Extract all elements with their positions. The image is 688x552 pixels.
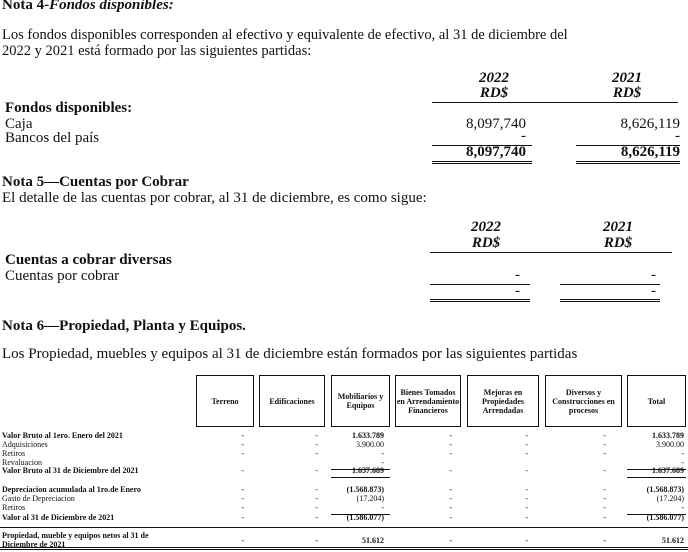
note5-row-2021: - bbox=[651, 267, 656, 283]
note6-row-label: Adquisiciones bbox=[2, 440, 48, 449]
note5-row-2022: - bbox=[515, 267, 520, 283]
note5-double-rule-a-2022 bbox=[430, 299, 530, 300]
note6-cell: - bbox=[525, 494, 528, 503]
note6-cell: - bbox=[315, 485, 318, 494]
note6-cell: - bbox=[241, 503, 244, 512]
note6-cell: 3.900.00 bbox=[356, 440, 384, 449]
note6-cell: - bbox=[381, 458, 384, 467]
note6-cell: - bbox=[241, 440, 244, 449]
note6-net-label-line2: Diciembre de 2021 bbox=[2, 540, 66, 549]
note5-total-2022: - bbox=[515, 283, 520, 299]
note6-cell: - bbox=[681, 458, 684, 467]
note5-paragraph: El detalle de las cuentas por cobrar, al 31 de diciembre, es como sigue: bbox=[2, 190, 427, 206]
note6-net-cell: - bbox=[525, 536, 528, 545]
note6-cell: - bbox=[449, 485, 452, 494]
note5-currency-2021: RD$ bbox=[603, 235, 633, 251]
note6-header-mejoras: Mejoras en Propiedades Arrendadas bbox=[467, 375, 539, 427]
note6-cell: - bbox=[525, 503, 528, 512]
note4-double-rule-a-2022 bbox=[432, 161, 532, 162]
note6-cell: - bbox=[315, 494, 318, 503]
note6-cell: - bbox=[525, 431, 528, 440]
note6-cell: 1.637.689 bbox=[352, 466, 384, 475]
note6-cell: - bbox=[603, 485, 606, 494]
note6-cell: 1.637.689 bbox=[652, 466, 684, 475]
note6-subtotal-rule-total bbox=[627, 469, 686, 470]
note6-cell: - bbox=[449, 466, 452, 475]
note6-cell: - bbox=[525, 513, 528, 522]
note6-net-cell: 51.612 bbox=[362, 536, 384, 545]
note6-cell: - bbox=[603, 449, 606, 458]
note6-cell: - bbox=[241, 485, 244, 494]
note6-subtotal-rule-mob bbox=[331, 469, 390, 470]
note6-cell: - bbox=[449, 431, 452, 440]
note6-net-cell: - bbox=[449, 536, 452, 545]
note6-cell: - bbox=[449, 440, 452, 449]
note4-row-caja-label: Caja bbox=[5, 116, 33, 132]
note5-year-2022: 2022 bbox=[471, 219, 501, 235]
note5-header-rule bbox=[430, 252, 672, 253]
note6-header-total: Total bbox=[627, 375, 686, 427]
note4-double-rule-a-2021 bbox=[576, 161, 680, 162]
note6-row-label: Valor al 31 de Diciembre de 2021 bbox=[2, 513, 115, 522]
note4-header-rule bbox=[432, 102, 678, 103]
note6-dep-rule-mob bbox=[331, 514, 390, 515]
note6-cell: - bbox=[603, 466, 606, 475]
note4-double-rule-b-2022 bbox=[432, 163, 532, 164]
note6-row-label: Valor Bruto al 31 de Diciembre del 2021 bbox=[2, 466, 139, 475]
note4-row-caja-2022: 8,097,740 bbox=[466, 116, 526, 132]
note6-cell: - bbox=[381, 503, 384, 512]
note6-cell: - bbox=[681, 503, 684, 512]
note6-row-label: Revaluacion bbox=[2, 458, 42, 467]
note6-bruto-rule-mob bbox=[331, 477, 390, 478]
note6-cell: - bbox=[449, 513, 452, 522]
note5-double-rule-b-2021 bbox=[560, 301, 660, 302]
note6-cell: 1.633.789 bbox=[352, 431, 384, 440]
note4-title bbox=[2, 0, 174, 14]
note4-total-2021: 8,626,119 bbox=[620, 144, 680, 160]
note6-cell: - bbox=[241, 466, 244, 475]
note6-cell: - bbox=[603, 431, 606, 440]
note6-net-label-line1: Propiedad, mueble y equipos netos al 31 de bbox=[2, 531, 149, 540]
note6-cell: (17.204) bbox=[656, 494, 684, 503]
note6-cell: - bbox=[603, 503, 606, 512]
note6-cell: - bbox=[449, 449, 452, 458]
note6-row-label: Depreciacion acumulada al 1ro.de Enero bbox=[2, 485, 141, 494]
note6-cell: - bbox=[315, 440, 318, 449]
note6-title: Nota 6—Propiedad, Planta y Equipos. bbox=[2, 318, 246, 334]
note6-header-terreno: Terreno bbox=[196, 375, 254, 427]
note6-net-bottom-rule-b bbox=[0, 549, 688, 550]
note6-cell: - bbox=[381, 449, 384, 458]
note4-currency-2022: RD$ bbox=[479, 85, 509, 101]
note6-header-edificaciones: Edificaciones bbox=[259, 375, 325, 427]
note6-cell: - bbox=[449, 503, 452, 512]
note5-double-rule-a-2021 bbox=[560, 299, 660, 300]
note4-year-2021: 2021 bbox=[612, 70, 642, 86]
note6-bruto-rule-total bbox=[627, 477, 686, 478]
note6-cell: - bbox=[315, 449, 318, 458]
note5-double-rule-b-2022 bbox=[430, 301, 530, 302]
note6-cell: - bbox=[241, 449, 244, 458]
note6-cell: - bbox=[315, 503, 318, 512]
note4-double-rule-b-2021 bbox=[576, 163, 680, 164]
note6-cell: - bbox=[315, 431, 318, 440]
note6-cell: (1.586.077) bbox=[346, 513, 384, 522]
note6-row-label: Retiros bbox=[2, 449, 26, 458]
note6-cell: (1.568.873) bbox=[346, 485, 384, 494]
note6-cell: 1.633.789 bbox=[652, 431, 684, 440]
note6-header-diversos: Diversos y Construcciones en procesos bbox=[545, 375, 622, 427]
note6-cell: - bbox=[315, 513, 318, 522]
note6-row-label: Gasto de Depreciacion bbox=[2, 494, 75, 503]
note6-cell: - bbox=[525, 440, 528, 449]
note6-cell: - bbox=[603, 513, 606, 522]
note6-cell: - bbox=[603, 440, 606, 449]
note6-cell: - bbox=[525, 449, 528, 458]
note5-title: Nota 5—Cuentas por Cobrar bbox=[2, 174, 189, 190]
note4-total-2022: 8,097,740 bbox=[466, 144, 526, 160]
note6-cell: - bbox=[681, 449, 684, 458]
note4-year-2022: 2022 bbox=[479, 70, 509, 86]
note4-row-bancos-2021: - bbox=[675, 128, 680, 144]
note6-cell: - bbox=[241, 431, 244, 440]
note6-row-label: Valor Bruto al 1ero. Enero del 2021 bbox=[2, 431, 123, 440]
note5-section-label: Cuentas a cobrar diversas bbox=[5, 252, 172, 268]
note6-paragraph: Los Propiedad, muebles y equipos al 31 de diciembre están formados por las siguientes partidas bbox=[2, 346, 578, 362]
note6-cell: 3.900.00 bbox=[656, 440, 684, 449]
note5-total-2021: - bbox=[651, 283, 656, 299]
note5-currency-2022: RD$ bbox=[471, 235, 501, 251]
note4-currency-2021: RD$ bbox=[612, 85, 642, 101]
note6-row-label: Retiros bbox=[2, 503, 26, 512]
note6-header-arrendamiento: Bienes Tomados en Arrendamiento Financieros bbox=[395, 375, 461, 427]
note4-row-caja-2021: 8,626,119 bbox=[620, 116, 680, 132]
note6-net-top-rule bbox=[0, 527, 688, 528]
note6-cell: (17.204) bbox=[356, 494, 384, 503]
note6-net-cell: - bbox=[603, 536, 606, 545]
note4-row-bancos-label: Bancos del país bbox=[5, 130, 100, 146]
note6-cell: (1.568.873) bbox=[646, 485, 684, 494]
note5-year-2021: 2021 bbox=[603, 219, 633, 235]
note6-cell: - bbox=[525, 466, 528, 475]
note4-paragraph-line1: Los fondos disponibles corresponden al efectivo y equivalente de efectivo, al 31 de diciembre del bbox=[2, 27, 568, 43]
note6-cell: - bbox=[241, 513, 244, 522]
note4-title-prefix: Nota 4- bbox=[2, 0, 50, 13]
note6-net-bottom-rule-a bbox=[0, 547, 688, 548]
note6-cell: - bbox=[603, 494, 606, 503]
note6-net-cell: 51.612 bbox=[662, 536, 684, 545]
note5-row-label: Cuentas por cobrar bbox=[5, 268, 120, 284]
note4-paragraph-line2: 2022 y 2021 está formado por las siguientes partidas: bbox=[2, 43, 312, 59]
note6-net-cell: - bbox=[241, 536, 244, 545]
note6-dep-rule-total bbox=[627, 514, 686, 515]
note6-cell: - bbox=[525, 485, 528, 494]
note4-section-label: Fondos disponibles: bbox=[5, 100, 133, 116]
note6-cell: (1.586.077) bbox=[646, 513, 684, 522]
note6-cell: - bbox=[315, 466, 318, 475]
note4-row-bancos-2022: - bbox=[521, 128, 526, 144]
note6-header-mobiliarios: Mobiliarios y Equipos bbox=[331, 375, 390, 427]
note6-cell: - bbox=[241, 494, 244, 503]
note4-title-italic: Fondos disponibles: bbox=[49, 0, 174, 13]
note6-cell: - bbox=[449, 494, 452, 503]
note6-net-cell: - bbox=[315, 536, 318, 545]
